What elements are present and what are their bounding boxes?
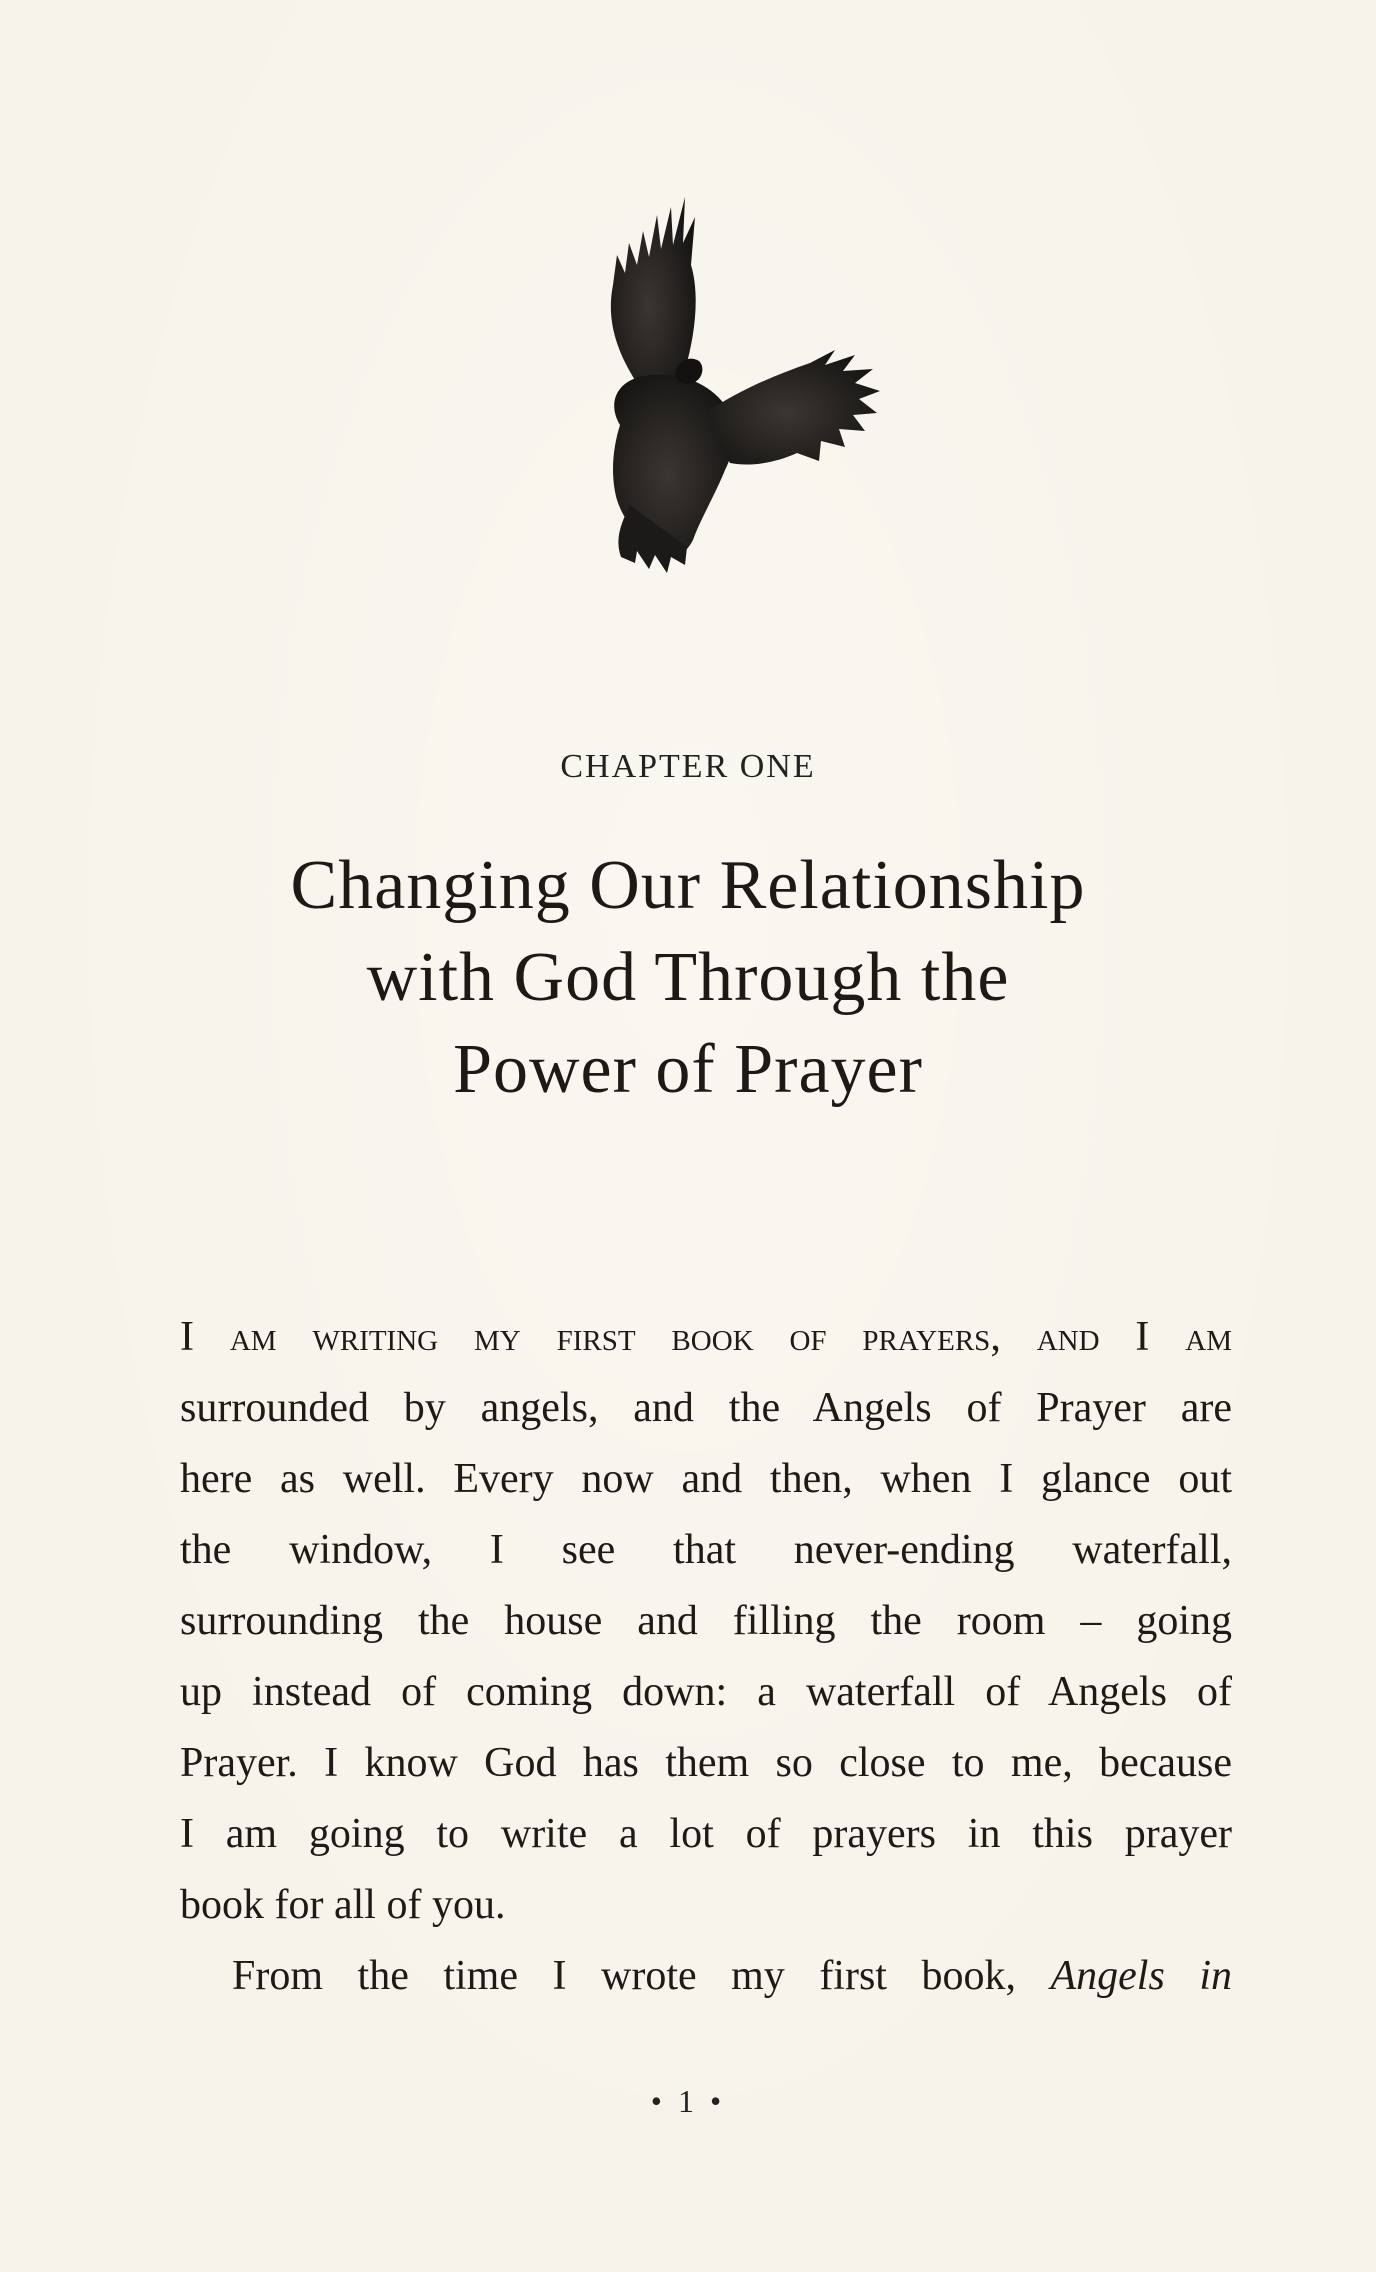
- body-text: [180, 1302, 1232, 2012]
- chapter-title: [150, 840, 1226, 1116]
- paragraph-two: [180, 1941, 1232, 2012]
- body-line: surrounded by angels, and the Angels of Prayer are: [180, 1385, 1232, 1431]
- chapter-label: CHAPTER ONE: [560, 748, 816, 785]
- book-title-italic: Angels in: [1050, 1953, 1232, 1999]
- body-line: here as well. Every now and then, when I glance out: [180, 1456, 1232, 1502]
- body-line: up instead of coming down: a waterfall of Angels of: [180, 1669, 1232, 1715]
- body-line: book for all of you.: [180, 1882, 506, 1928]
- body-line: I am going to write a lot of prayers in this prayer: [180, 1811, 1232, 1857]
- chapter-title-line: Changing Our Relationship: [290, 847, 1086, 924]
- page-number: • 1 •: [650, 2083, 726, 2119]
- flying-bird-icon: [525, 185, 905, 585]
- body-line: the window, I see that never-ending waterfall,: [180, 1527, 1232, 1573]
- body-line: surrounding the house and filling the room – going: [180, 1598, 1232, 1644]
- chapter-title-line: with God Through the: [366, 939, 1010, 1016]
- chapter-title-line: Power of Prayer: [453, 1031, 923, 1108]
- body-line: Prayer. I know God has them so close to me, because: [180, 1740, 1232, 1786]
- paragraph-two-text: From the time I wrote my first book,: [232, 1953, 1051, 1999]
- body-line: I am writing my first book of prayers, and I am: [180, 1314, 1232, 1360]
